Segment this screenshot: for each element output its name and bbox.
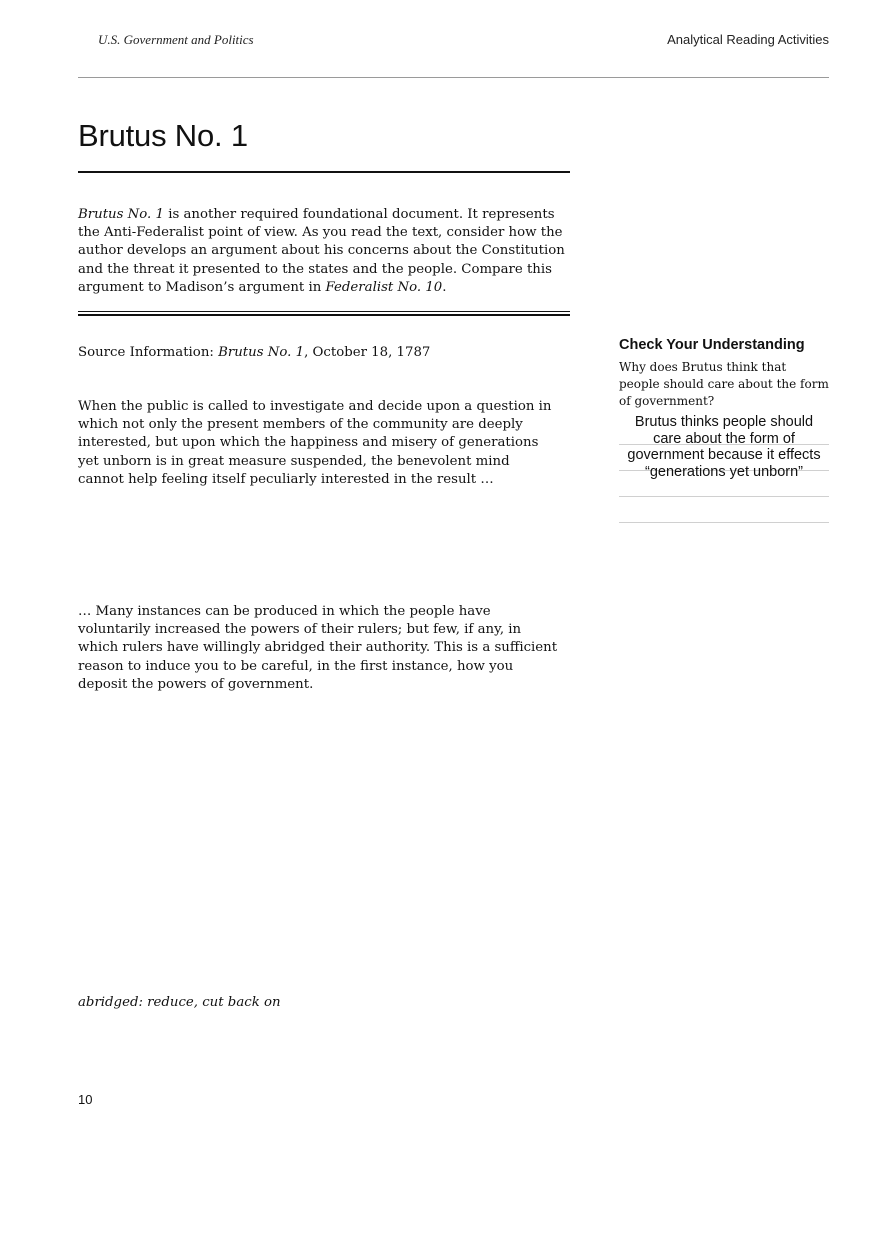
intro-federalist-ref: Federalist No. 10 [325, 279, 443, 295]
intro-text-a: is another required foundational document. It represents the Anti-Federalist point of view. As you read the text, consider how the author develops an argument about his concerns about the Constitution and the threat it presented to the states and the people. Compare this argument to Madison’s argument in [78, 207, 565, 295]
answer-area[interactable] [619, 414, 829, 524]
passage-2: … Many instances can be produced in which the people have voluntarily increased the powers of their rulers; but few, if any, in which rulers have willingly abridged their authority. This is a sufficient reason to induce you to be careful, in the first instance, how you deposit the powers of government. [78, 604, 558, 692]
source-doc-name: Brutus No. 1 [218, 345, 305, 360]
intro-paragraph [78, 206, 570, 297]
answer-text[interactable]: Brutus thinks people should care about the form of government because it effects “generations yet unborn” [627, 414, 821, 480]
passage-1: When the public is called to investigate and decide upon a question in which not only the present members of the community are deeply interested, but upon which the happiness and misery of generations yet unborn is in great measure suspended, the benevolent mind cannot help feeling itself peculiarly interested in the result … [78, 399, 552, 487]
intro-doc-name: Brutus No. 1 [78, 207, 164, 222]
sidebar-heading: Check Your Understanding [619, 337, 805, 353]
source-info [78, 345, 570, 360]
source-date: , October 18, 1787 [304, 345, 431, 360]
page-number: 10 [78, 1092, 93, 1107]
answer-line [619, 496, 829, 497]
check-understanding-box [619, 337, 831, 524]
source-label: Source Information: [78, 345, 219, 360]
section-title: Analytical Reading Activities [667, 32, 829, 47]
sidebar-question: Why does Brutus think that people should care about the form of government? [619, 360, 829, 408]
intro-text-b: . [442, 279, 447, 295]
course-title: U.S. Government and Politics [98, 32, 254, 47]
section-divider-thin [78, 311, 570, 312]
section-divider-thick [78, 314, 570, 316]
page-title: Brutus No. 1 [78, 118, 248, 153]
title-divider [78, 171, 570, 173]
glossary-note: abridged: reduce, cut back on [78, 995, 281, 1010]
header-divider [78, 77, 829, 78]
answer-line [619, 522, 829, 523]
